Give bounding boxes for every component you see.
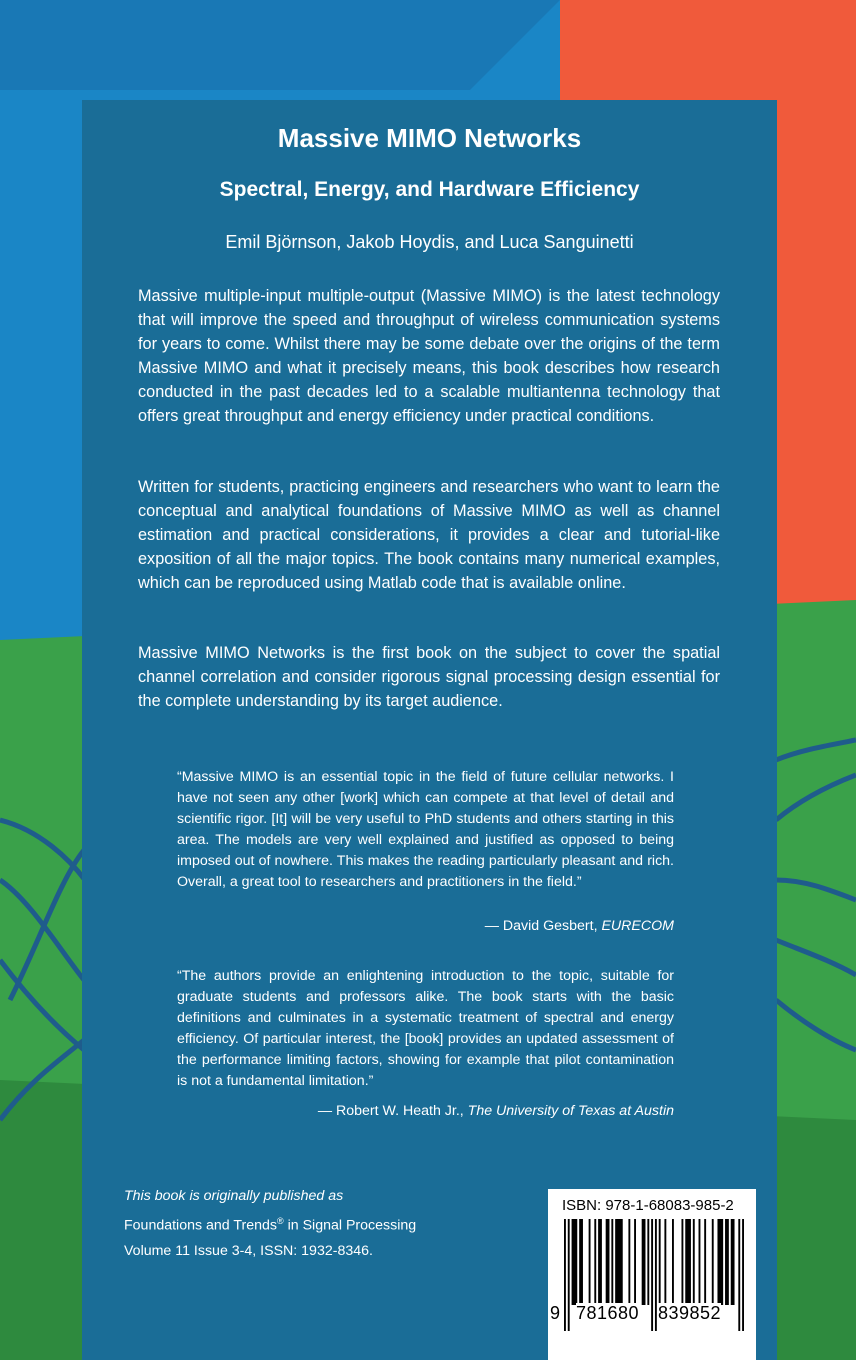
publication-note [124,1184,544,1264]
barcode-bar-29 [742,1219,744,1331]
barcode-bar-9 [615,1219,623,1305]
review-quote-1: “Massive MIMO is an essential topic in the field of future cellular networks. I have not seen any other [work] which can compete at that level of detail and scientific rigor. [It] will be very useful to PhD students and others starting in this area. The models are very well explained and justified as opposed to being imposed out of nowhere. This makes the reading particularly pleasant and rich. Overall, a great tool to researchers and practitioners in the field.” [177,769,674,890]
barcode-bar-13 [647,1219,649,1305]
barcode-bar-20 [685,1219,691,1305]
barcode-bar-16 [659,1219,661,1305]
publication-line-2: Foundations and Trends® in Signal Processing [124,1216,417,1234]
book-subtitle: Spectral, Energy, and Hardware Efficiency [219,178,640,201]
description-paragraph-3: Massive MIMO Networks is the first book on the subject to cover the spatial channel correlation and consider rigorous signal processing design essential for the complete understanding by its target audience. [138,644,720,711]
review-quote-2: “The authors provide an enlightening introduction to the topic, suitable for graduate students and professors alike. The book starts with the basic definitions and culminates in a systematic treatment of spectral and energy efficiency. Of particular interest, the [book] provides an updated assessment of the performance limiting factors, showing for example that pilot contamination is not a fundamental limitation.” [177,968,674,1089]
barcode-bar-4 [589,1219,591,1305]
description-paragraph-2: Written for students, practicing engineers and researchers who want to learn the conceptual and analytical foundations of Massive MIMO as well as channel estimation and practical considerations, it provides a clear and tutorial-like exposition of all the major topics. The book contains many numerical examples, which can be reproduced using Matlab code that is available online. [138,478,720,593]
publication-line-3: Volume 11 Issue 3-4, ISSN: 1932-8346. [124,1242,373,1259]
barcode-bar-18 [672,1219,674,1305]
barcode-bar-11 [634,1219,636,1305]
barcode-bar-26 [725,1219,729,1305]
review-attribution-2: — Robert W. Heath Jr., The University of Texas at Austin [317,1103,674,1119]
barcode-bar-1 [568,1219,570,1331]
description-paragraph-1: Massive multiple-input multiple-output (Massive MIMO) is the latest technology that will improve the speed and throughput of wireless communication systems for years to come. Whilst there may be some debate over the origins of the term Massive MIMO and what it precisely means, this book describes how research conducted in the past decades led to a scalable multiantenna technology that offers great throughput and energy efficiency under practical conditions. [138,287,720,426]
barcode-bar-6 [598,1219,602,1305]
barcode-bar-12 [642,1219,646,1305]
back-cover-content [82,0,777,1360]
barcode-right-digits: 839852 [658,1303,722,1323]
barcode-bar-3 [579,1219,583,1305]
barcode-bar-10 [628,1219,630,1305]
barcode-bar-5 [594,1219,596,1305]
barcode-bar-2 [572,1219,578,1305]
barcode-left-digits: 781680 [576,1303,640,1323]
barcode-bar-28 [738,1219,740,1331]
barcode-bar-23 [704,1219,706,1305]
barcode-box [548,1189,756,1360]
barcode-bar-17 [664,1219,666,1305]
barcode-bar-0 [564,1219,566,1331]
barcode-bar-22 [699,1219,701,1305]
barcode-bar-24 [712,1219,714,1305]
barcode-bar-19 [681,1219,683,1305]
barcode-bar-8 [611,1219,613,1305]
isbn-label: ISBN: 978-1-68083-985-2 [562,1197,734,1214]
review-attribution-1: — David Gesbert, EURECOM [484,918,674,934]
barcode-bar-7 [606,1219,610,1305]
book-authors: Emil Björnson, Jakob Hoydis, and Luca Sanguinetti [225,232,634,252]
barcode-bar-14 [651,1219,653,1331]
barcode-bar-27 [731,1219,735,1305]
barcode-bar-21 [693,1219,695,1305]
publication-line-1: This book is originally published as [124,1188,344,1204]
book-title: Massive MIMO Networks [277,123,582,153]
barcode-bar-15 [655,1219,657,1331]
barcode-bar-25 [717,1219,723,1305]
barcode-first-digit: 9 [550,1303,561,1323]
